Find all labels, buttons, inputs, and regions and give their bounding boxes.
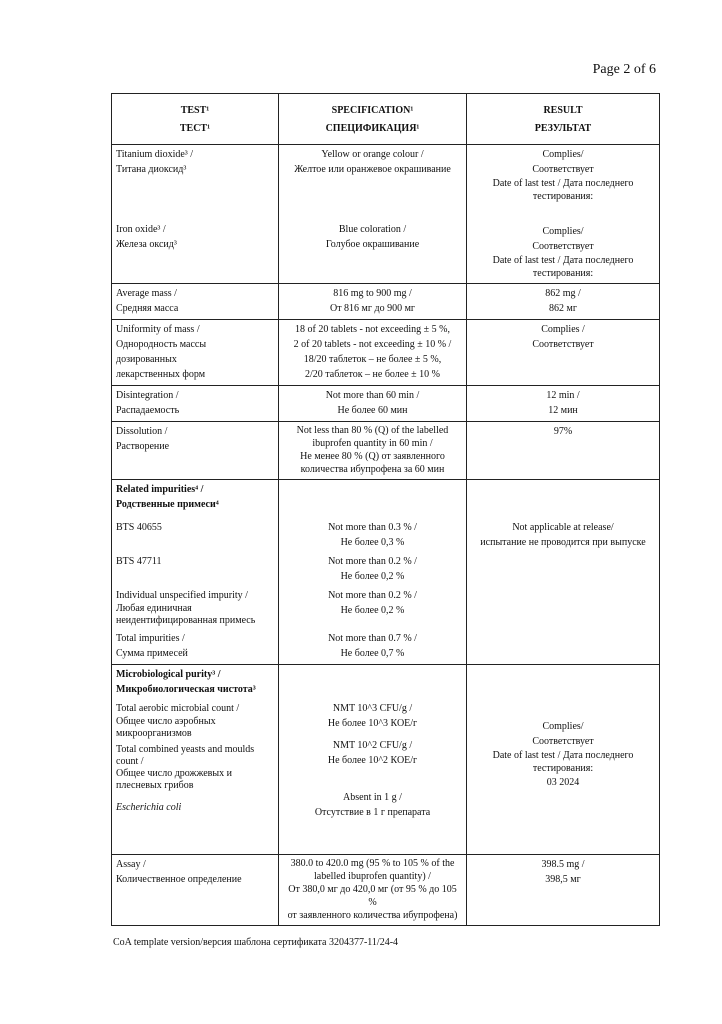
result-text: Complies/: [542, 149, 584, 160]
result-text: Complies /: [541, 324, 585, 335]
header-test: [112, 94, 279, 145]
result-cell: [467, 855, 660, 926]
spec-cell: [279, 145, 467, 284]
table-row: [112, 386, 660, 422]
result-text: Соответствует: [532, 241, 594, 252]
test-name-ru: Распадаемость: [116, 405, 180, 416]
test-name: Titanium dioxide³ /: [116, 149, 194, 160]
page-number: Page 2 of 6: [592, 62, 656, 77]
result-text: 97%: [553, 426, 573, 437]
result-cell: [467, 284, 660, 320]
result-text: 03 2024: [546, 777, 580, 788]
micro-test-name: Total combined yeasts and moulds: [116, 744, 255, 755]
spec-cell: [279, 284, 467, 320]
spec-text: количества ибупрофена за 60 мин: [300, 464, 445, 475]
impurity-name: Individual unspecified impurity /: [116, 590, 248, 601]
result-cell: [467, 665, 660, 855]
spec-text: 380.0 to 420.0 mg (95 % to 105 % of the: [290, 858, 455, 869]
spec-text: Not more than 60 min /: [325, 390, 420, 401]
result-text: Complies/: [542, 721, 584, 732]
result-text: тестирования:: [532, 763, 594, 774]
spec-text: Не более 0,7 %: [340, 648, 405, 659]
micro-test-name-ru: Общее число дрожжевых и: [116, 768, 232, 779]
test-name-ru: Титана диоксид³: [116, 164, 187, 175]
spec-text: Отсутствие в 1 г препарата: [314, 807, 431, 818]
test-name: Dissolution /: [116, 426, 168, 437]
result-cell: [467, 480, 660, 665]
impurity-name: BTS 47711: [116, 556, 162, 567]
spec-cell: [279, 665, 467, 855]
table-row: [112, 665, 660, 855]
table-row: [112, 855, 660, 926]
result-text: Not applicable at release/: [512, 522, 614, 533]
test-name-ru: Однородность массы: [116, 339, 207, 350]
impurity-name-ru: неидентифицированная примесь: [116, 615, 256, 626]
spec-text: 2/20 таблеток – не более ± 10 %: [304, 369, 440, 380]
test-name-ru: Растворение: [116, 441, 170, 452]
spec-text: Не более 60 мин: [337, 405, 408, 416]
spec-cell: [279, 480, 467, 665]
coa-results-table: [111, 93, 660, 926]
result-cell: [467, 422, 660, 480]
result-text: тестирования:: [532, 191, 594, 202]
table-row: [112, 284, 660, 320]
test-name-ru: Количественное определение: [116, 874, 242, 885]
result-text: Соответствует: [532, 339, 594, 350]
test-name-ru: дозированных: [116, 354, 177, 365]
test-cell: [112, 855, 279, 926]
result-text: 12 мин: [548, 405, 578, 416]
spec-cell: [279, 422, 467, 480]
result-text: 862 мг: [549, 303, 577, 314]
impurity-name: BTS 40655: [116, 522, 162, 533]
header-result-ru: РЕЗУЛЬТАТ: [534, 123, 592, 134]
header-result: [467, 94, 660, 145]
spec-text: labelled ibuprofen quantity) /: [314, 871, 431, 882]
spec-text: Blue coloration /: [338, 224, 407, 235]
spec-text: Не более 10^3 КОЕ/г: [327, 718, 418, 729]
spec-text: Absent in 1 g /: [343, 792, 402, 803]
spec-text: Not more than 0.2 % /: [328, 556, 417, 567]
spec-text: Not more than 0.2 % /: [328, 590, 417, 601]
micro-test-name-ru: плесневых грибов: [116, 780, 194, 791]
spec-cell: [279, 386, 467, 422]
spec-cell: [279, 320, 467, 386]
test-name: Uniformity of mass /: [116, 324, 200, 335]
test-cell: [112, 145, 279, 284]
spec-text: 2 of 20 tablets - not exceeding ± 10 % /: [293, 339, 452, 350]
header-specification: [279, 94, 467, 145]
result-text: тестирования:: [532, 268, 594, 279]
result-text: 862 mg /: [545, 288, 581, 299]
micro-test-name: count /: [116, 756, 144, 767]
spec-text: Не более 0,2 %: [340, 571, 405, 582]
spec-text: Не более 0,2 %: [340, 605, 405, 616]
test-name-ru: Средняя масса: [116, 303, 179, 314]
spec-text: Не менее 80 % (Q) от заявленного: [300, 451, 445, 462]
micro-test-name-ru: микроорганизмов: [116, 728, 192, 739]
result-cell: [467, 386, 660, 422]
result-text: Соответствует: [532, 736, 594, 747]
spec-text: от заявленного количества ибупрофена): [287, 910, 458, 921]
table-header-row: [112, 94, 660, 145]
result-cell: [467, 320, 660, 386]
spec-text: 18 of 20 tablets - not exceeding ± 5 %,: [295, 324, 450, 335]
header-result-en: RESULT: [543, 105, 583, 116]
result-text: 398.5 mg /: [541, 859, 585, 870]
header-spec-en: SPECIFICATION¹: [331, 105, 414, 116]
result-text: испытание не проводится при выпуске: [480, 537, 646, 548]
test-cell: [112, 320, 279, 386]
table-row: [112, 480, 660, 665]
spec-text: Голубое окрашивание: [325, 239, 420, 250]
spec-text: Not less than 80 % (Q) of the labelled: [296, 425, 449, 436]
spec-text: 18/20 таблеток – не более ± 5 %,: [303, 354, 442, 365]
result-text: Date of last test / Дата последнего: [492, 178, 634, 189]
header-test-en: TEST¹: [180, 105, 210, 116]
impurity-name-ru: Любая единичная: [116, 603, 192, 614]
spec-text: ibuprofen quantity in 60 min /: [312, 438, 433, 449]
header-test-ru: ТЕСТ¹: [179, 123, 211, 134]
spec-text: Не более 10^2 КОЕ/г: [327, 755, 418, 766]
test-name: Iron oxide³ /: [116, 224, 166, 235]
header-spec-ru: СПЕЦИФИКАЦИЯ¹: [325, 123, 420, 134]
test-name: Microbiological purity³ /: [116, 669, 221, 680]
spec-text: Не более 0,3 %: [340, 537, 405, 548]
test-cell: [112, 665, 279, 855]
impurity-name-ru: Сумма примесей: [116, 648, 188, 659]
result-text: Date of last test / Дата последнего: [492, 255, 634, 266]
result-text: Соответствует: [532, 164, 594, 175]
test-name: Assay /: [116, 859, 146, 870]
test-cell: [112, 480, 279, 665]
result-text: 398,5 мг: [545, 874, 581, 885]
table-row: [112, 145, 660, 284]
spec-text: NMT 10^3 CFU/g /: [332, 703, 413, 714]
spec-cell: [279, 855, 467, 926]
spec-text: От 380,0 мг до 420,0 мг (от 95 % до 105 %: [288, 884, 457, 908]
micro-test-name-ru: Общее число аэробных: [116, 716, 216, 727]
test-name-ru: Микробиологическая чистота³: [116, 684, 256, 695]
table-row: [112, 320, 660, 386]
spec-text: 816 mg to 900 mg /: [333, 288, 412, 299]
result-cell: [467, 145, 660, 284]
test-name-ru: Железа оксид³: [116, 239, 177, 250]
template-version-footer: CoA template version/версия шаблона сертификата 3204377-11/24-4: [113, 937, 399, 948]
spec-text: NMT 10^2 CFU/g /: [332, 740, 413, 751]
test-name: Average mass /: [116, 288, 177, 299]
result-text: Complies/: [542, 226, 584, 237]
test-name: Related impurities⁴ /: [116, 484, 204, 495]
spec-text: Yellow or orange colour /: [321, 149, 424, 160]
result-text: Date of last test / Дата последнего: [492, 750, 634, 761]
table-row: [112, 422, 660, 480]
micro-test-name: Escherichia coli: [116, 802, 182, 813]
test-name: Disintegration /: [116, 390, 179, 401]
spec-text: От 816 мг до 900 мг: [329, 303, 416, 314]
test-cell: [112, 284, 279, 320]
test-cell: [112, 422, 279, 480]
test-cell: [112, 386, 279, 422]
result-text: 12 min /: [546, 390, 580, 401]
spec-text: Желтое или оранжевое окрашивание: [294, 164, 451, 175]
test-name-ru: лекарственных форм: [116, 369, 206, 380]
spec-text: Not more than 0.7 % /: [328, 633, 417, 644]
impurity-name: Total impurities /: [116, 633, 185, 644]
spec-text: Not more than 0.3 % /: [328, 522, 417, 533]
micro-test-name: Total aerobic microbial count /: [116, 703, 240, 714]
test-name-ru: Родственные примеси⁴: [116, 499, 219, 510]
